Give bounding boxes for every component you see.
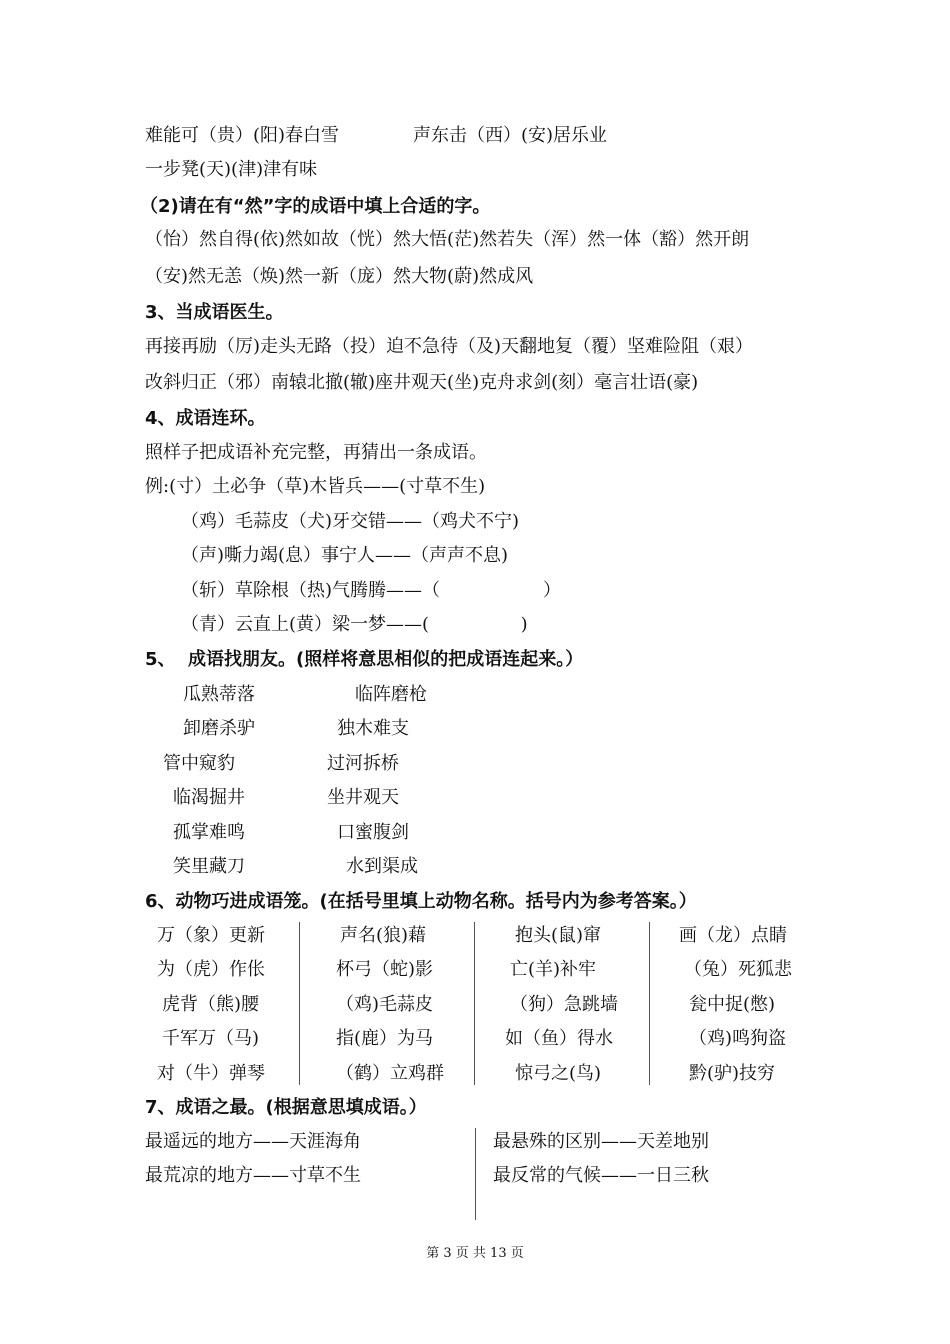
animal-idiom: 指(鹿）为马 bbox=[336, 1028, 434, 1049]
friend-left-6: 笑里藏刀 bbox=[173, 856, 245, 877]
animal-idiom: 万（象）更新 bbox=[157, 925, 265, 946]
superlative-left-1: 最遥远的地方——天涯海角 bbox=[145, 1131, 361, 1152]
column-divider-1 bbox=[299, 922, 300, 1085]
friend-right-5: 口蜜腹剑 bbox=[337, 822, 409, 843]
friend-left-3: 管中窥豹 bbox=[163, 753, 235, 774]
section6-title: 6、动物巧进成语笼。(在括号里填上动物名称。括号内为参考答案。） bbox=[145, 891, 697, 912]
column-divider-3 bbox=[649, 922, 650, 1085]
chain-item-2: （声)嘶力竭(息）事宁人——（声声不息) bbox=[181, 545, 509, 566]
animal-idiom: 亡(羊)补牢 bbox=[510, 959, 597, 980]
animal-idiom: 对（牛）弹琴 bbox=[157, 1063, 265, 1084]
doctor-line-2: 改斜归正（邪）南辕北撤(辙)座井观天(坐)克舟求剑(刻）毫言壮语(豪) bbox=[145, 372, 699, 393]
animal-idiom: （狗）急跳墙 bbox=[510, 994, 618, 1015]
page-number: 第 3 页 共 13 页 bbox=[426, 1246, 524, 1261]
animal-idiom: 惊弓之(鸟) bbox=[515, 1063, 602, 1084]
superlative-divider bbox=[475, 1128, 476, 1220]
friend-right-2: 独木难支 bbox=[337, 718, 409, 739]
animal-idiom: 虎背（熊)腰 bbox=[162, 994, 260, 1015]
superlative-right-1: 最悬殊的区别——天差地别 bbox=[493, 1131, 709, 1152]
part2-title: （2)请在有“然”字的成语中填上合适的字。 bbox=[140, 196, 491, 217]
ran-idioms-line-1: （怡）然自得(依)然如故（恍）然大悟(茫)然若失（浑）然一体（豁）然开朗 bbox=[145, 229, 750, 250]
section4-example: 例:(寸）土必争（草)木皆兵——(寸草不生) bbox=[145, 476, 486, 497]
animal-idiom: 杯弓（蛇)影 bbox=[336, 959, 434, 980]
animal-idiom: （鸡)鸣狗盗 bbox=[689, 1028, 787, 1049]
animal-idiom: 瓮中捉(憋) bbox=[689, 994, 776, 1015]
animal-idiom: 画（龙）点睛 bbox=[679, 925, 787, 946]
animal-idiom: （兔）死狐悲 bbox=[684, 959, 792, 980]
section7-title: 7、成语之最。(根据意思填成语。） bbox=[145, 1097, 427, 1118]
friend-left-2: 卸磨杀驴 bbox=[183, 718, 255, 739]
chain-item-1: （鸡）毛蒜皮（犬)牙交错——（鸡犬不宁) bbox=[181, 511, 520, 532]
section4-title: 4、成语连环。 bbox=[145, 408, 266, 429]
friend-left-1: 瓜熟蒂落 bbox=[183, 684, 255, 705]
friend-left-5: 孤掌难鸣 bbox=[173, 822, 245, 843]
idiom-line-2: 一步凳(天)(津)津有味 bbox=[145, 159, 318, 180]
animal-idiom: 千军万（马) bbox=[162, 1028, 260, 1049]
chain-item-3: （斩）草除根（热)气腾腾——（ ） bbox=[181, 580, 562, 601]
superlative-left-2: 最荒凉的地方——寸草不生 bbox=[145, 1165, 361, 1186]
column-divider-2 bbox=[474, 922, 475, 1085]
friend-right-3: 过河拆桥 bbox=[327, 753, 399, 774]
idiom-line-1-right: 声东击（西）(安)居乐业 bbox=[413, 125, 608, 146]
ran-idioms-line-2: （安)然无恙（焕)然一新（庞）然大物(蔚)然成风 bbox=[145, 266, 534, 287]
animal-idiom: 黔(驴)技穷 bbox=[689, 1063, 776, 1084]
friend-left-4: 临渴掘井 bbox=[173, 787, 245, 808]
animal-idiom: 为（虎）作伥 bbox=[157, 959, 265, 980]
friend-right-4: 坐井观天 bbox=[327, 787, 399, 808]
friend-right-1: 临阵磨枪 bbox=[355, 684, 427, 705]
animal-idiom: 抱头(鼠)窜 bbox=[515, 925, 602, 946]
friend-right-6: 水到渠成 bbox=[346, 856, 418, 877]
section3-title: 3、当成语医生。 bbox=[145, 302, 284, 323]
animal-idiom: （鸡)毛蒜皮 bbox=[336, 994, 434, 1015]
animal-idiom: 声名(狼)藉 bbox=[340, 925, 427, 946]
superlative-right-2: 最反常的气候——一日三秋 bbox=[493, 1165, 709, 1186]
doctor-line-1: 再接再励（厉)走头无路（投）迫不急待（及)天翻地复（覆）坚难险阻（艰） bbox=[145, 336, 754, 357]
idiom-line-1-left: 难能可（贵）(阳)春白雪 bbox=[145, 125, 340, 146]
section4-instruction: 照样子把成语补充完整，再猜出一条成语。 bbox=[145, 442, 487, 463]
animal-idiom: 如（鱼）得水 bbox=[505, 1028, 613, 1049]
animal-idiom: （鹤）立鸡群 bbox=[336, 1063, 444, 1084]
chain-item-4: （青）云直上(黄）梁一梦——( ) bbox=[181, 614, 528, 635]
section5-title: 5、 成语找朋友。(照样将意思相似的把成语连起来。） bbox=[145, 649, 584, 670]
